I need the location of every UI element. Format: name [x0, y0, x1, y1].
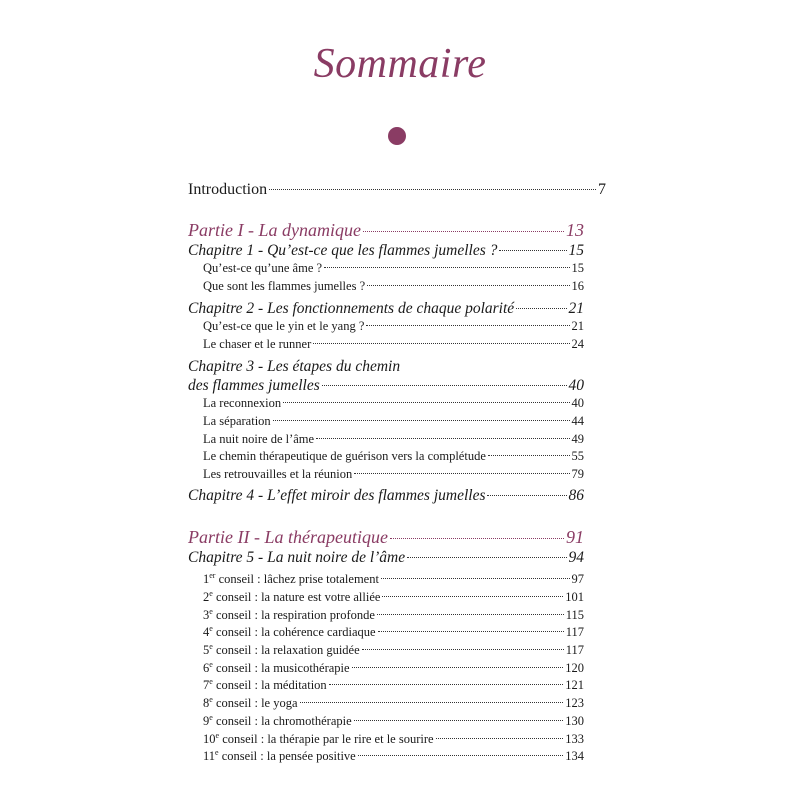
toc-chapter-2[interactable] [188, 299, 584, 318]
conseil-text: conseil : la relaxation guidée [212, 643, 360, 658]
part-label: Partie I - La dynamique [188, 220, 361, 240]
toc-chapter-4[interactable] [188, 486, 584, 505]
toc-conseil[interactable] [188, 638, 584, 656]
page-number: 97 [571, 572, 584, 587]
toc-part-2[interactable] [188, 526, 584, 548]
page-number: 40 [571, 396, 584, 411]
dot-leader [390, 538, 564, 539]
conseil-number: 9 [203, 713, 210, 728]
dot-leader [377, 614, 564, 615]
conseil-text: conseil : la musicothérapie [212, 660, 350, 675]
page-number: 115 [565, 607, 584, 622]
toc-section[interactable] [188, 318, 584, 336]
dot-leader [283, 402, 569, 403]
toc-chapter-3-line1[interactable]: Chapitre 3 - Les étapes du chemin [188, 358, 401, 376]
toc-section[interactable] [188, 278, 584, 296]
conseil-text: conseil : la méditation [212, 678, 327, 693]
section-label: La nuit noire de l’âme [203, 431, 315, 446]
chapter-label: Chapitre 1 - Qu’est-ce que les flammes jumelles ? [188, 242, 498, 259]
conseil-number: 11 [203, 749, 216, 764]
dot-leader [322, 385, 567, 386]
page-number: 130 [565, 713, 584, 728]
page-number: 101 [565, 590, 584, 605]
dot-leader [378, 631, 564, 632]
page-number: 86 [568, 487, 584, 505]
dot-leader [352, 667, 564, 668]
page-title: Sommaire [313, 41, 487, 87]
page-number: 24 [571, 336, 584, 351]
dot-leader [362, 649, 564, 650]
toc-section[interactable] [188, 260, 584, 278]
conseil-ordinal: e [209, 659, 213, 669]
toc-chapter-3[interactable] [188, 376, 584, 395]
dot-leader [407, 557, 566, 558]
toc-conseil[interactable] [188, 673, 584, 691]
dot-leader [300, 702, 564, 703]
page-number: 13 [566, 220, 584, 240]
conseil-number: 5 [203, 643, 210, 658]
toc-section[interactable] [188, 395, 584, 413]
page-number: 79 [571, 466, 584, 481]
conseil-text: conseil : lâchez prise totalement [215, 572, 379, 587]
toc-conseil[interactable] [188, 727, 584, 745]
dot-leader [358, 755, 564, 756]
conseil-number: 10 [203, 731, 216, 746]
toc-section[interactable] [188, 413, 584, 431]
conseil-ordinal: e [215, 730, 220, 740]
part-label: Partie II - La thérapeutique [188, 527, 388, 548]
dot-leader [488, 455, 570, 456]
dot-leader [366, 325, 569, 326]
page-number: 120 [565, 660, 584, 675]
toc-chapter-1[interactable] [188, 241, 584, 260]
toc-section[interactable] [188, 448, 584, 466]
conseil-number: 1 [203, 572, 210, 587]
conseil-ordinal: e [209, 642, 213, 652]
conseil-ordinal: er [209, 571, 216, 581]
toc-conseil[interactable] [188, 567, 584, 585]
page-number: 134 [565, 749, 584, 764]
chapter-label: Chapitre 4 - L’effet miroir des flammes jumelles [188, 487, 486, 505]
conseil-ordinal: e [209, 695, 213, 705]
decorative-dot [388, 127, 406, 145]
conseil-text: conseil : la respiration profonde [212, 607, 375, 622]
toc-conseil[interactable] [188, 585, 584, 603]
conseil-number: 2 [203, 590, 210, 605]
conseil-label [203, 744, 356, 766]
table-of-contents [188, 177, 608, 762]
page-number: 21 [571, 319, 584, 334]
dot-leader [324, 267, 569, 268]
dot-leader [354, 720, 564, 721]
toc-conseil[interactable] [188, 620, 584, 638]
toc-entry-introduction[interactable] [188, 177, 606, 203]
conseil-number: 6 [203, 660, 210, 675]
dot-leader [269, 189, 596, 190]
page-number: 123 [565, 696, 584, 711]
toc-conseil[interactable] [188, 691, 584, 709]
conseil-text: conseil : la thérapie par le rire et le sourire [219, 731, 434, 746]
conseil-number: 4 [203, 625, 210, 640]
section-label: Le chaser et le runner [203, 336, 312, 351]
dot-leader [273, 420, 570, 421]
conseil-ordinal: e [209, 606, 213, 616]
conseils-list [188, 567, 608, 762]
dot-leader [367, 285, 569, 286]
page-number: 15 [571, 261, 584, 275]
page-number: 16 [571, 278, 584, 293]
toc-section[interactable] [188, 466, 584, 484]
page-number: 15 [568, 242, 584, 259]
conseil-text: conseil : le yoga [212, 696, 298, 711]
section-label: Que sont les flammes jumelles ? [203, 278, 366, 293]
toc-section[interactable] [188, 431, 584, 449]
conseil-ordinal: e [209, 677, 213, 687]
section-label: La séparation [203, 413, 271, 428]
page-number: 21 [568, 300, 584, 318]
chapter-label: des flammes jumelles [188, 377, 320, 395]
toc-chapter-5[interactable] [188, 548, 584, 567]
toc-conseil[interactable] [188, 709, 584, 727]
toc-conseil[interactable] [188, 603, 584, 621]
dot-leader [487, 495, 566, 496]
page-number: 40 [568, 377, 584, 395]
chapter-label: Chapitre 5 - La nuit noire de l’âme [188, 549, 406, 567]
conseil-ordinal: e [209, 712, 213, 722]
dot-leader [329, 684, 564, 685]
page-number: 117 [565, 625, 584, 640]
page-number: 7 [598, 181, 606, 198]
conseil-ordinal: e [209, 589, 213, 599]
dot-leader [499, 250, 566, 251]
dot-leader [516, 308, 566, 309]
conseil-number: 7 [203, 678, 210, 693]
page-number: 133 [565, 731, 584, 746]
toc-part-1[interactable] [188, 219, 584, 241]
chapter-label: Chapitre 2 - Les fonctionnements de chaque polarité [188, 300, 515, 318]
conseil-text: conseil : la pensée positive [218, 749, 356, 764]
dot-leader [436, 738, 564, 739]
dot-leader [354, 473, 569, 474]
conseil-ordinal: e [209, 624, 213, 634]
page-number: 49 [571, 431, 584, 446]
conseil-text: conseil : la chromothérapie [212, 713, 352, 728]
conseil-number: 8 [203, 696, 210, 711]
toc-section[interactable] [188, 336, 584, 354]
toc-conseil[interactable] [188, 656, 584, 674]
page-number: 91 [566, 527, 584, 548]
conseil-text: conseil : la cohérence cardiaque [212, 625, 376, 640]
page-number: 55 [571, 449, 584, 464]
section-label: Le chemin thérapeutique de guérison vers la complétude [203, 449, 486, 464]
page-number: 121 [565, 678, 584, 693]
dot-leader [363, 231, 564, 232]
page-number: 94 [568, 549, 584, 567]
dot-leader [316, 438, 569, 439]
dot-leader [382, 596, 563, 597]
section-label: Qu’est-ce qu’une âme ? [203, 261, 323, 275]
conseil-text: conseil : la nature est votre alliée [212, 590, 381, 605]
page-number: 117 [565, 643, 584, 658]
dot-leader [381, 578, 570, 579]
conseil-ordinal: e [215, 748, 219, 758]
entry-label: Introduction [188, 181, 268, 198]
page-number: 44 [571, 413, 584, 428]
section-label: Les retrouvailles et la réunion [203, 466, 353, 481]
section-label: La reconnexion [203, 396, 282, 411]
conseil-number: 3 [203, 607, 210, 622]
dot-leader [313, 343, 569, 344]
section-label: Qu’est-ce que le yin et le yang ? [203, 319, 365, 334]
